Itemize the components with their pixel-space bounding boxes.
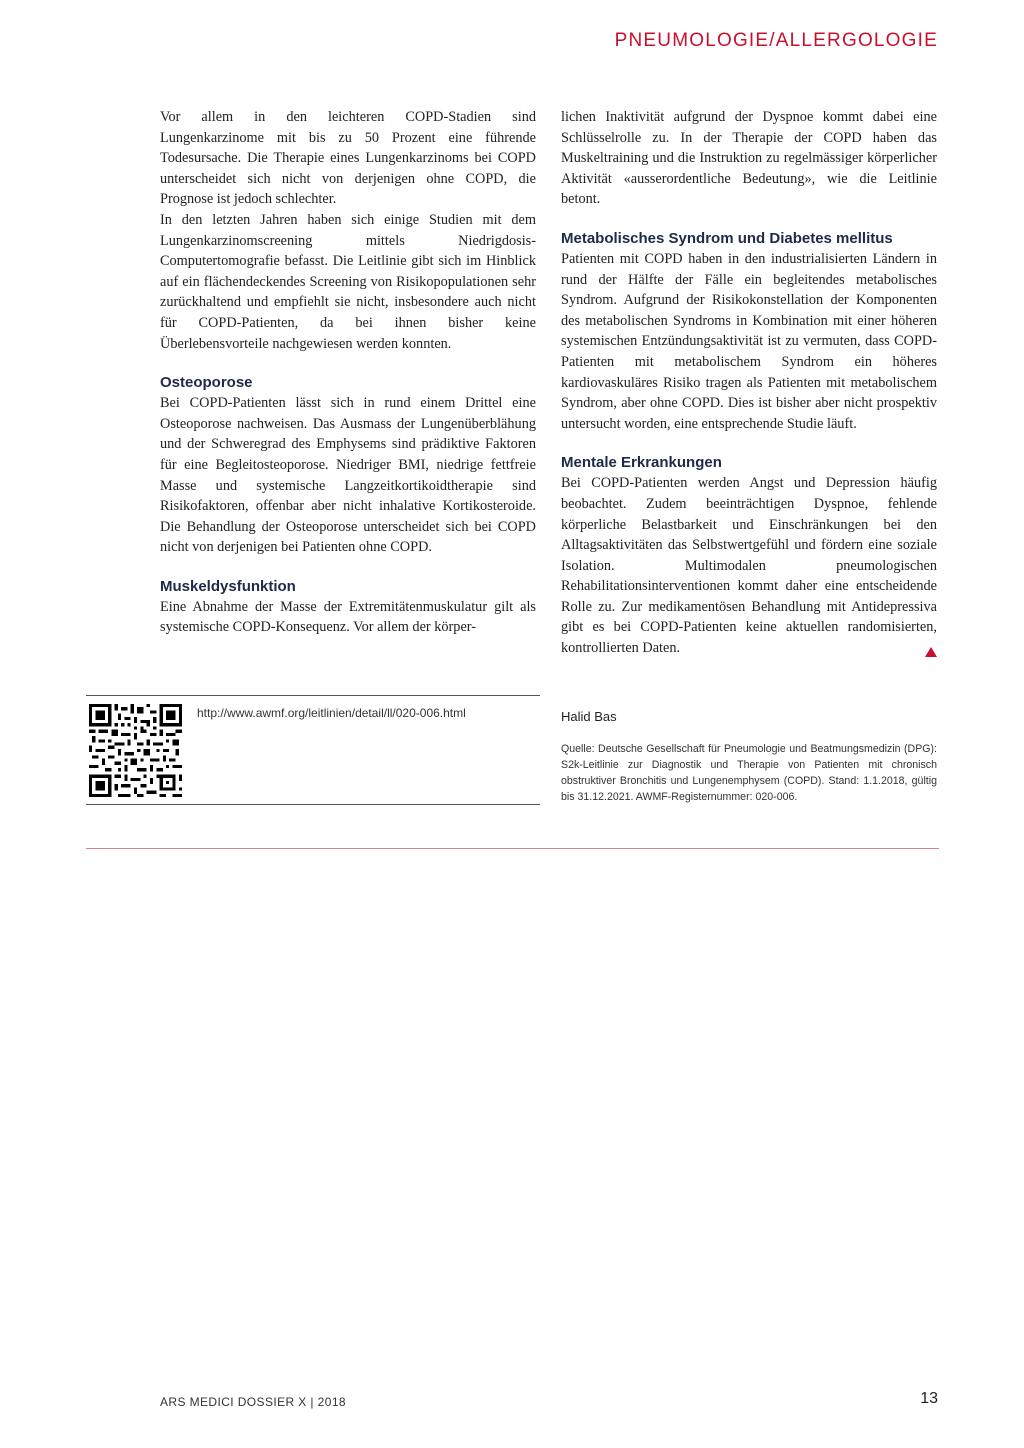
left-column — [160, 107, 536, 638]
continuation-paragraph: lichen Inaktivität aufgrund der Dyspnoe kommt dabei eine Schlüsselrolle zu. In der Therapie der COPD haben das Muskeltraining und die Instruktion zu regelmässiger körperlicher Aktivität «ausserordentliche Bedeutung», wie die Leitlinie betont. — [561, 109, 937, 208]
metabolic-syndrome-text: Patienten mit COPD haben in den industrialisierten Ländern in rund der Hälfte der Fälle ein begleitendes metabolisches Syndrom. Aufgrund der Risikokonstellation der Komponenten des metabolischen Syndroms in Kombination mit einer höheren systemischen Entzündungsaktivität ist zu vermuten, dass COPD-Patienten mit metabolischem Syndrom ein höheres kardiovaskuläres Risiko tragen als Patienten mit metabolischem Syndrom, aber ohne COPD. Dies ist bisher aber nicht prospektiv untersucht worden, eine entsprechende Studie läuft. — [561, 250, 937, 432]
end-of-article-triangle-icon — [925, 647, 937, 657]
mental-disorders-block — [561, 473, 937, 658]
journal-footer: ARS MEDICI DOSSIER X | 2018 — [160, 1395, 346, 1409]
page-number: 13 — [920, 1390, 938, 1407]
author-name: Halid Bas — [561, 709, 617, 724]
intro-paragraph-2: In den letzten Jahren haben sich einige Studien mit dem Lungenkarzinomscreening mittels Niedrigdosis-Computertomografie befasst. Die Leitlinie gibt sich im Hinblick auf ein flächendeckendes Screening von Risikopopulationen sehr zurückhaltend und empfiehlt sie nicht, insbesondere auch nicht für COPD-Patienten, da bei ihnen bisher keine Überlebensvorteile nachgewiesen werden konnten. — [160, 211, 536, 352]
metabolic-syndrome-heading: Metabolisches Syndrom und Diabetes mellitus — [561, 229, 893, 247]
mental-disorders-heading: Mentale Erkrankungen — [561, 454, 722, 472]
muskeldysfunktion-text: Eine Abnahme der Masse der Extremitätenmuskulatur gilt als systemische COPD-Konsequenz. Vor allem der körper- — [160, 598, 536, 636]
qr-link-box — [86, 695, 540, 805]
divider-line — [86, 848, 939, 849]
section-header: PNEUMOLOGIE/ALLERGOLOGIE — [614, 30, 938, 51]
guideline-url-link[interactable]: http://www.awmf.org/leitlinien/detail/ll/020-006.html — [197, 706, 466, 720]
muskeldysfunktion-heading: Muskeldysfunktion — [160, 577, 296, 595]
osteoporose-heading: Osteoporose — [160, 374, 253, 392]
intro-paragraph-1: Vor allem in den leichteren COPD-Stadien sind Lungenkarzinome mit bis zu 50 Prozent eine führende Todesursache. Die Therapie eines Lungenkarzinoms bei COPD unterscheidet sich nicht von derjenigen ohne COPD, die Prognose ist jedoch schlechter. — [160, 109, 536, 208]
mental-disorders-text: Bei COPD-Patienten werden Angst und Depression häufig beobachtet. Zudem beeinträchtigen Dyspnoe, fehlende körperliche Belastbarkeit und Einschränkungen bei den Alltagsaktivitäten das Selbstwertgefühl und fördern eine soziale Isolation. Multimodalen pneumologischen Rehabilitationsinterventionen kommt daher eine entscheidende Rolle zu. Zur medikamentösen Behandlung mit Antidepressiva gibt es bei COPD-Patienten keine aktuellen randomisierten, kontrollierten Daten. — [561, 475, 937, 657]
osteoporose-text: Bei COPD-Patienten lässt sich in rund einem Drittel eine Osteoporose nachweisen. Das Ausmass der Lungenüberblähung und der Schweregrad des Emphysems sind prädiktive Faktoren für eine Begleitosteoporose. Niedriger BMI, niedrige fettfreie Masse und systemische Langzeitkortikoidtherapie sind Risikofaktoren, offenbar aber nicht inhalative Kortikosteroide. Die Behandlung der Osteoporose unterscheidet sich bei COPD nicht von derjenigen bei Patienten ohne COPD. — [160, 395, 536, 556]
right-column — [561, 107, 937, 659]
qr-code-icon[interactable] — [89, 704, 182, 797]
source-citation: Quelle: Deutsche Gesellschaft für Pneumologie und Beatmungsmedizin (DPG): S2k-Leitlinie zur Diagnostik und Therapie von Patienten mit chronisch obstruktiver Bronchitis und Lungenemphysem (COPD). Stand: 1.1.2018, gültig bis 31.12.2021. AWMF-Registernummer: 020-006. — [561, 743, 937, 803]
